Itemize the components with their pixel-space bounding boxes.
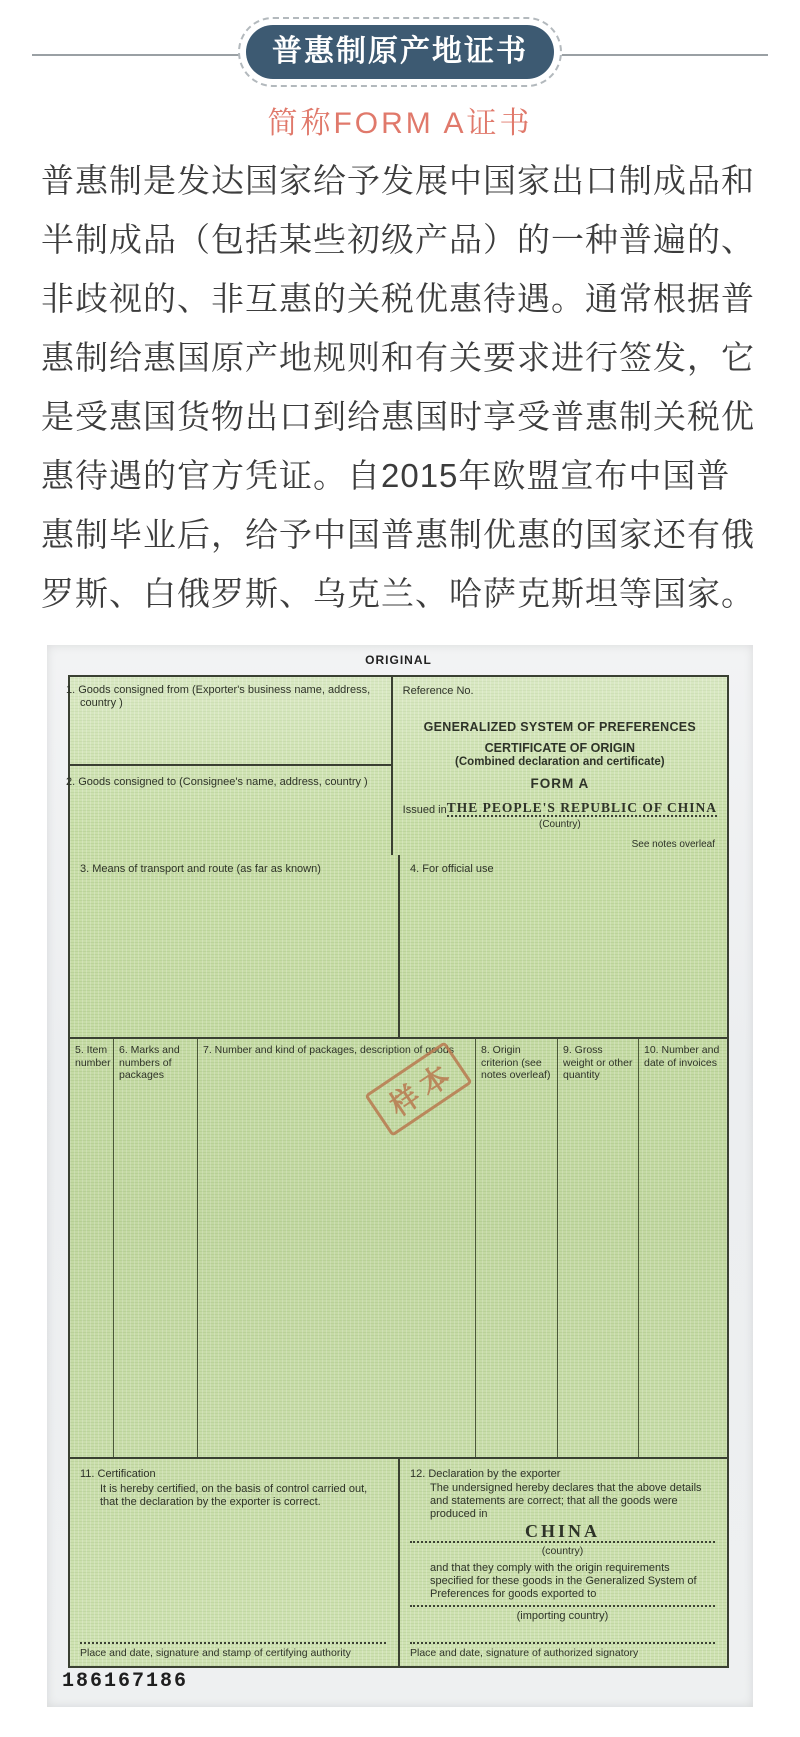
- box-goods-consigned-from: 1. Goods consigned from (Exporter's business name, address, country ): [70, 677, 391, 766]
- intro-line: 惠制毕业后，给予中国普惠制优惠的国家还有俄: [41, 516, 755, 553]
- gsp-title: GENERALIZED SYSTEM OF PREFERENCES: [423, 720, 697, 734]
- certificate-row-bottom: [70, 1457, 727, 1668]
- col-invoice-number-date: 10. Number and date of invoices: [644, 1044, 720, 1069]
- original-label: ORIGINAL: [365, 653, 432, 667]
- intro-line: 罗斯、白俄罗斯、乌克兰、哈萨克斯坦等国家。: [41, 575, 755, 612]
- importing-country-note: (importing country): [516, 1610, 609, 1622]
- reference-no-label: Reference No.: [402, 685, 474, 697]
- goods-table: [70, 1037, 727, 1457]
- sample-stamp: 样本: [364, 1041, 472, 1137]
- certificate-row-transport: [70, 855, 727, 1037]
- intro-line: 半制成品（包括某些初级产品）的一种普遍的、: [41, 221, 755, 258]
- certificate-photo: [47, 645, 753, 1707]
- col-item-number: 5. Item number: [70, 1039, 114, 1457]
- dotted-line: [410, 1642, 715, 1644]
- see-notes-overleaf: See notes overleaf: [631, 839, 715, 850]
- intro-line: 非歧视的、非互惠的关税优惠待遇。通常根据普: [41, 280, 755, 317]
- serial-number: 186167186: [62, 1670, 189, 1693]
- issued-in-label: Issued in: [402, 804, 447, 816]
- issued-in-row: [403, 800, 717, 817]
- title-badge-outline: [238, 17, 562, 87]
- certification-title: 11. Certification: [80, 1468, 156, 1480]
- declaration-country: CHINA: [410, 1522, 715, 1543]
- certificate-row-top: [66, 677, 727, 855]
- col-packages-description: 7. Number and kind of packages, description of goods: [198, 1039, 476, 1457]
- subtitle: 简称FORM A证书: [267, 107, 533, 140]
- declaration-country-note: (country): [541, 1545, 584, 1557]
- combined-declaration-subtitle: (Combined declaration and certificate): [455, 756, 665, 768]
- box-goods-consigned-to: 2. Goods consigned to (Consignee's name, address, country ): [66, 776, 368, 788]
- declaration-body: The undersigned hereby declares that the above details and statements are correct; that all the goods were produced in: [430, 1482, 702, 1520]
- title-badge: 普惠制原产地证书: [246, 25, 554, 79]
- declaration-signature-label: Place and date, signature of authorized signatory: [410, 1647, 639, 1659]
- declaration-title: 12. Declaration by the exporter: [410, 1468, 561, 1480]
- box-certification: [70, 1459, 400, 1668]
- dotted-line: [80, 1642, 386, 1644]
- dotted-line: [410, 1605, 715, 1607]
- left-column: [66, 677, 393, 855]
- certificate-form: [68, 675, 729, 1668]
- col-gross-weight: 9. Gross weight or other quantity: [558, 1039, 639, 1457]
- country-note: (Country): [538, 819, 581, 830]
- authorized-signatory-signature: [410, 1642, 715, 1659]
- certification-body: It is hereby certified, on the basis of control carried out, that the declaration by the exporter is correct.: [100, 1483, 368, 1508]
- box-declaration: [400, 1459, 727, 1668]
- intro-line: 惠制给惠国原产地规则和有关要求进行签发，它: [41, 339, 755, 376]
- issued-in-country: THE PEOPLE'S REPUBLIC OF CHINA: [446, 800, 717, 815]
- intro-paragraph: [41, 151, 770, 623]
- certificate-of-origin-title: CERTIFICATE OF ORIGIN: [484, 741, 636, 755]
- form-a-label: FORM A: [530, 776, 590, 791]
- certificate-title-block: [403, 720, 717, 791]
- certification-signature-label: Place and date, signature and stamp of certifying authority: [80, 1647, 351, 1659]
- intro-line: 是受惠国货物出口到给惠国时享受普惠制关税优: [41, 398, 755, 435]
- col-origin-criterion: 8. Origin criterion (see notes overleaf): [476, 1039, 558, 1457]
- certifying-authority-signature: [80, 1642, 386, 1659]
- box-for-official-use: 4. For official use: [410, 863, 494, 875]
- declaration-body-2: and that they comply with the origin requirements specified for these goods in the Generalized System of Preferences for goods exported to: [430, 1562, 697, 1600]
- intro-line: 惠待遇的官方凭证。自2015年欧盟宣布中国普: [41, 457, 731, 494]
- importing-country-block: [410, 1605, 715, 1622]
- title-cell: [393, 677, 727, 855]
- col-marks-numbers: 6. Marks and numbers of packages: [114, 1039, 198, 1457]
- box-means-of-transport: 3. Means of transport and route (as far as known): [70, 855, 400, 1037]
- intro-line: 普惠制是发达国家给予发展中国家出口制成品和: [41, 162, 755, 199]
